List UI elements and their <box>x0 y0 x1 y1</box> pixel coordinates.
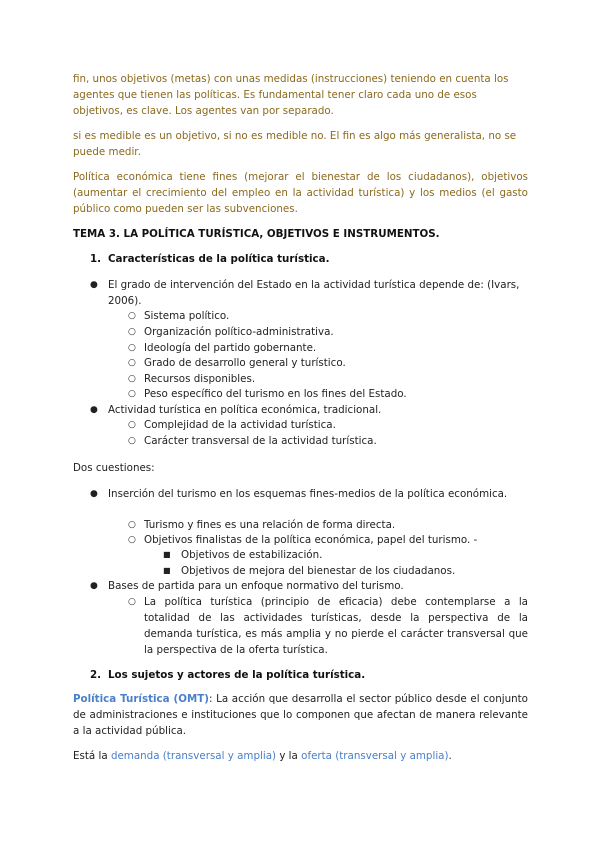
list-item: Sistema político. <box>144 310 230 322</box>
section-1-number: 1. <box>90 253 102 265</box>
final-text-mid: y la <box>276 750 302 762</box>
final-text-pre: Está la <box>73 750 111 762</box>
list-item: Organización político-administrativa. <box>144 326 334 338</box>
circle-bullet-icon: ○ <box>128 374 136 384</box>
theme-title: TEMA 3. LA POLÍTICA TURÍSTICA, OBJETIVOS E INSTRUMENTOS. <box>73 228 440 240</box>
list-item: Inserción del turismo en los esquemas fines-medios de la política económica. <box>108 488 508 500</box>
section-2-number: 2. <box>90 669 102 681</box>
definition-term: Política Turística (OMT) <box>73 693 209 705</box>
intro-paragraph-3: Política económica tiene fines (mejorar el bienestar de los ciudadanos), objetivos (aumentar el crecimiento del empleo en la actividad turística) y los medios (el gasto público como pueden ser las subvenciones. <box>73 171 528 215</box>
circle-bullet-icon: ○ <box>128 343 136 353</box>
intro-paragraph-1: fin, unos objetivos (metas) con unas medidas (instrucciones) teniendo en cuenta los agentes que tienen las políticas. Es fundamental tener claro cada uno de esos objetivos, es clave. Los agentes van por separado. <box>73 73 509 117</box>
definition-text: : La acción que desarrolla el sector público desde el conjunto de administraciones e instituciones que lo componen que afectan de manera relevante a la actividad pública. <box>73 693 528 737</box>
square-bullet-icon: ■ <box>163 566 171 575</box>
final-paragraph <box>73 748 528 764</box>
list-item: La política turística (principio de eficacia) debe contemplarse a la totalidad de las actividades turísticas, desde la perspectiva de la demanda turística, es más amplia y no pierde el carácter transversal que la perspectiva de la oferta turística. <box>144 596 528 656</box>
list-item: Turismo y fines es una relación de forma directa. <box>144 519 396 531</box>
definition-paragraph <box>73 691 528 739</box>
circle-bullet-icon: ○ <box>128 597 136 607</box>
circle-bullet-icon: ○ <box>128 520 136 530</box>
circle-bullet-icon: ○ <box>128 436 136 446</box>
demanda-text: demanda (transversal y amplia) <box>110 750 277 762</box>
list-item: Recursos disponibles. <box>144 373 256 385</box>
list-item: El grado de intervención del Estado en la actividad turística depende de: (Ivars, 2006). <box>108 279 520 307</box>
final-text-end: . <box>448 750 452 762</box>
list-item: Ideología del partido gobernante. <box>144 342 317 354</box>
list-item: Grado de desarrollo general y turístico. <box>144 357 346 369</box>
list-item: Objetivos finalistas de la política económica, papel del turismo. - <box>144 534 478 546</box>
circle-bullet-icon: ○ <box>128 327 136 337</box>
dos-cuestiones-label: Dos cuestiones: <box>73 462 155 474</box>
circle-bullet-icon: ○ <box>128 535 136 545</box>
section-2-title: Los sujetos y actores de la política turística. <box>108 669 366 681</box>
bullet-icon: ● <box>90 405 98 415</box>
oferta-text: oferta (transversal y amplia) <box>301 750 449 762</box>
list-item: Objetivos de mejora del bienestar de los ciudadanos. <box>181 565 456 577</box>
list-item: Peso específico del turismo en los fines del Estado. <box>144 388 407 400</box>
section-1-title: Características de la política turística. <box>108 253 330 265</box>
list-item: Bases de partida para un enfoque normativo del turismo. <box>108 580 404 592</box>
square-bullet-icon: ■ <box>163 550 171 559</box>
circle-bullet-icon: ○ <box>128 389 136 399</box>
list-item: Objetivos de estabilización. <box>181 549 323 561</box>
bullet-icon: ● <box>90 581 98 591</box>
circle-bullet-icon: ○ <box>128 420 136 430</box>
circle-bullet-icon: ○ <box>128 311 136 321</box>
intro-paragraph-2: si es medible es un objetivo, si no es medible no. El fin es algo más generalista, no se puede medir. <box>73 130 517 158</box>
list-item: Carácter transversal de la actividad turística. <box>144 435 377 447</box>
circle-bullet-icon: ○ <box>128 358 136 368</box>
bullet-icon: ● <box>90 280 98 290</box>
list-item: Actividad turística en política económica, tradicional. <box>108 404 382 416</box>
bullet-icon: ● <box>90 489 98 499</box>
list-item: Complejidad de la actividad turística. <box>144 419 336 431</box>
